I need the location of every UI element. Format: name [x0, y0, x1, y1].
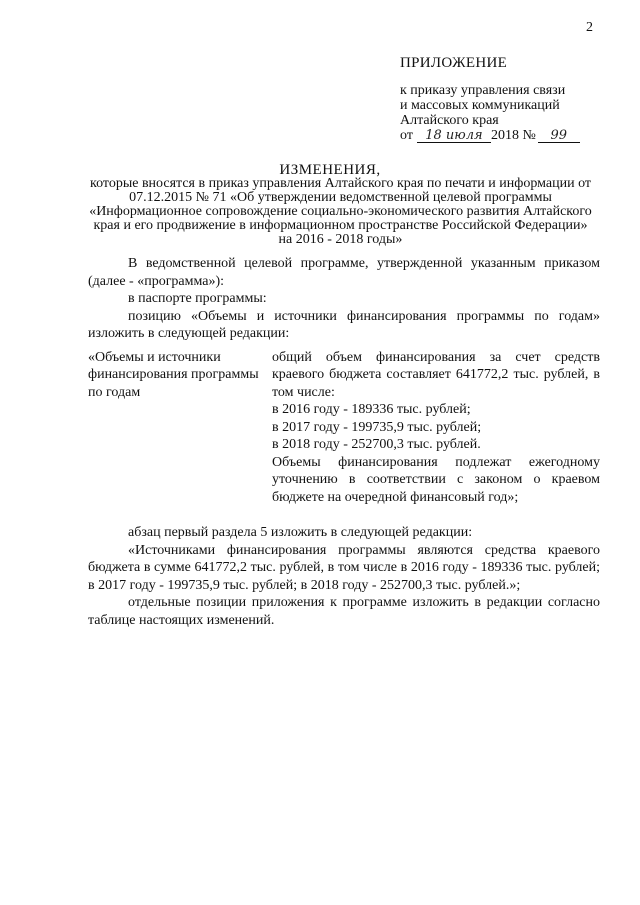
paragraph: В ведомственной целевой программе, утвержденной указанным приказом (далее - «программа»): [88, 256, 600, 289]
appendix-subtitle [400, 83, 605, 143]
handwritten-date: 18 июля [417, 130, 491, 143]
date-prefix: от [400, 128, 413, 143]
handwritten-number: 99 [538, 130, 580, 143]
document-heading: ИЗМЕНЕНИЯ, [279, 162, 381, 178]
date-year: 2018 № [490, 128, 536, 143]
financing-table [88, 349, 600, 507]
heading-description: которые вносятся в приказ управления Алтайского края по печати и информации от 07.12.2015 № 71 «Об утверждении ведомственной целевой программы «Информационное сопровождение социально-экономического развития Алтайского края и его продвижение в информационном пространстве Российской Федерации» на 2016 - 2018 годы» [89, 176, 592, 247]
table-left-cell: «Объемы и источники финансирования программы по годам [88, 349, 259, 400]
table-line: в 2018 году - 252700,3 тыс. рублей. [272, 437, 481, 452]
table-right-cell [272, 349, 600, 507]
document-body [88, 255, 600, 629]
table-line: в 2016 году - 189336 тыс. рублей; [272, 402, 471, 417]
table-line: в 2017 году - 199735,9 тыс. рублей; [272, 419, 482, 435]
appendix-block [400, 56, 605, 143]
appendix-dateline [400, 128, 605, 143]
paragraph: в паспорте программы: [128, 291, 267, 306]
appendix-title: ПРИЛОЖЕНИЕ [400, 55, 508, 71]
page-number: 2 [586, 20, 593, 35]
paragraph: отдельные позиции приложения к программе изложить в редакции согласно таблице настоящих изменений. [88, 595, 600, 628]
appendix-line: и массовых коммуникаций [400, 98, 560, 113]
paragraph: «Источниками финансирования программы являются средства краевого бюджета в сумме 641772,2 тыс. рублей, в том числе в 2016 году - 189336 тыс. рублей; в 2017 году - 199735,9 тыс. рублей; в 2018 году - 252700,3 тыс. рублей.»; [88, 542, 600, 593]
paragraph: абзац первый раздела 5 изложить в следующей редакции: [128, 525, 473, 540]
table-line: общий объем финансирования за счет средств краевого бюджета составляет 641772,2 тыс. рублей, в том числе: [272, 349, 600, 400]
appendix-line: Алтайского края [400, 113, 499, 128]
table-line: Объемы финансирования подлежат ежегодному уточнению в соответствии с законом о краевом бюджете на очередной финансовый год»; [272, 454, 600, 505]
paragraph: позицию «Объемы и источники финансирования программы по годам» изложить в следующей редакции: [88, 308, 600, 341]
appendix-line: к приказу управления связи [400, 83, 566, 98]
